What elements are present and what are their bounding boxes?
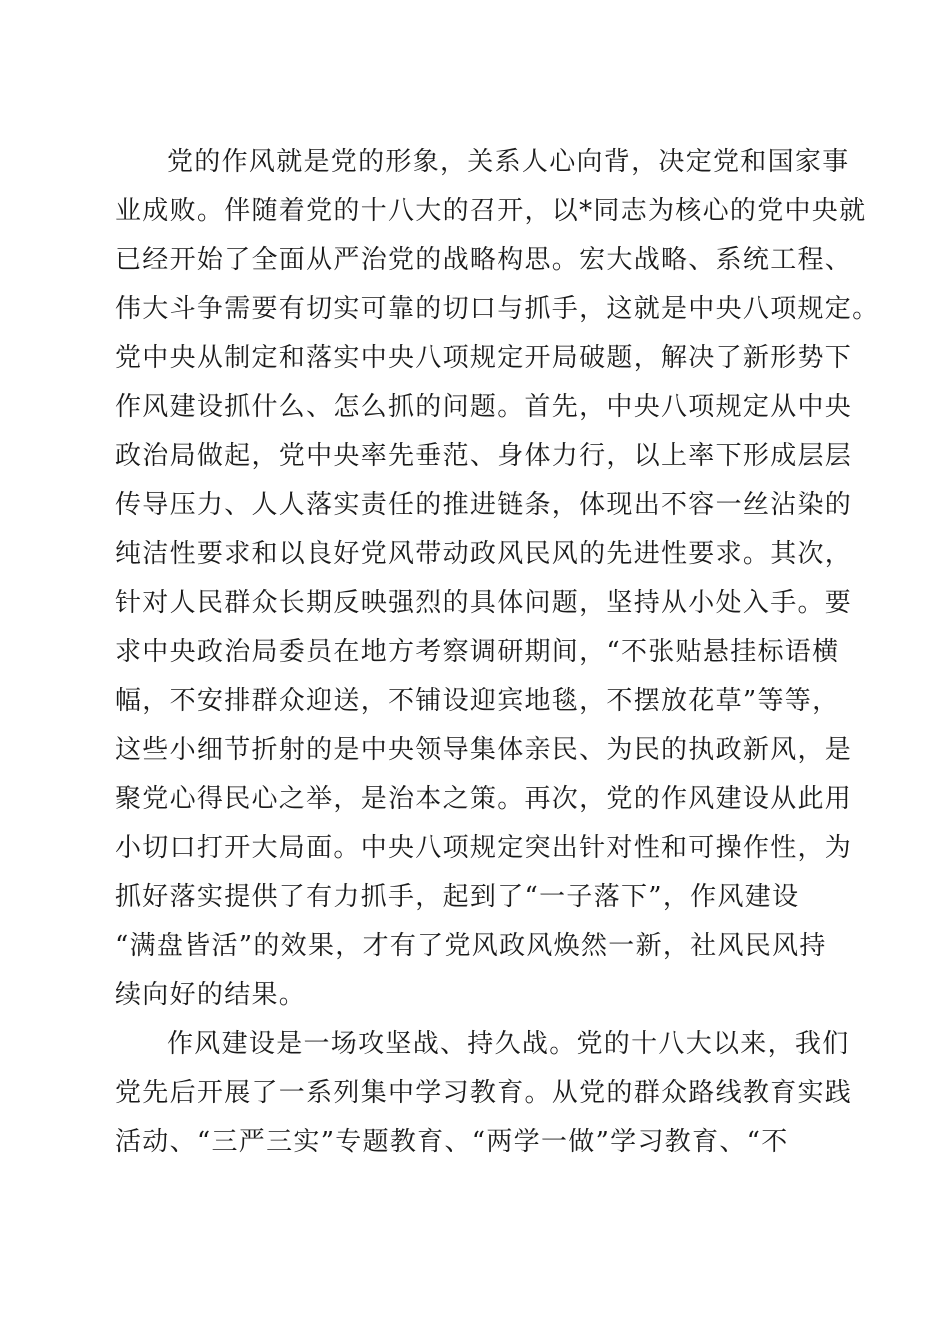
paragraph-line: 纯洁性要求和以良好党风带动政风民风的先进性要求。其次， (115, 539, 853, 569)
paragraph-line: 小切口打开大局面。中央八项规定突出针对性和可操作性，为 (115, 833, 853, 863)
paragraph-line: 聚党心得民心之举，是治本之策。再次，党的作风建设从此用 (115, 784, 853, 814)
paragraph-line: 党先后开展了一系列集中学习教育。从党的群众路线教育实践 (115, 1078, 853, 1108)
paragraph-1 (115, 138, 880, 1020)
paragraph-line: 续向好的结果。 (115, 980, 307, 1010)
paragraph-line: 伟大斗争需要有切实可靠的切口与抓手，这就是中央八项规定。 (115, 294, 880, 324)
paragraph-line: 幅，不安排群众迎送，不铺设迎宾地毯，不摆放花草”等等， (115, 686, 840, 716)
paragraph-line: 党的作风就是党的形象，关系人心向背，决定党和国家事 (167, 147, 850, 177)
paragraph-line: 党中央从制定和落实中央八项规定开局破题，解决了新形势下 (115, 343, 853, 373)
paragraph-line: 业成败。伴随着党的十八大的召开，以*同志为核心的党中央就 (115, 196, 867, 226)
paragraph-2 (115, 1020, 853, 1167)
paragraph-line: 抓好落实提供了有力抓手，起到了“一子落下”，作风建设 (115, 882, 800, 912)
paragraph-line: 政治局做起，党中央率先垂范、身体力行，以上率下形成层层 (115, 441, 853, 471)
paragraph-line: “满盘皆活”的效果，才有了党风政风焕然一新，社风民风持 (115, 931, 827, 961)
paragraph-line: 针对人民群众长期反映强烈的具体问题，坚持从小处入手。要 (115, 588, 853, 618)
paragraph-line: 传导压力、人人落实责任的推进链条，体现出不容一丝沾染的 (115, 490, 853, 520)
paragraph-line: 作风建设抓什么、怎么抓的问题。首先，中央八项规定从中央 (115, 392, 853, 422)
paragraph-line: 已经开始了全面从严治党的战略构思。宏大战略、系统工程、 (115, 245, 853, 275)
paragraph-line: 求中央政治局委员在地方考察调研期间，“不张贴悬挂标语横 (115, 637, 840, 667)
document-body (115, 138, 880, 1167)
paragraph-line: 活动、“三严三实”专题教育、“两学一做”学习教育、“不 (115, 1127, 789, 1157)
paragraph-line: 作风建设是一场攻坚战、持久战。党的十八大以来，我们 (167, 1029, 850, 1059)
paragraph-line: 这些小细节折射的是中央领导集体亲民、为民的执政新风，是 (115, 735, 853, 765)
